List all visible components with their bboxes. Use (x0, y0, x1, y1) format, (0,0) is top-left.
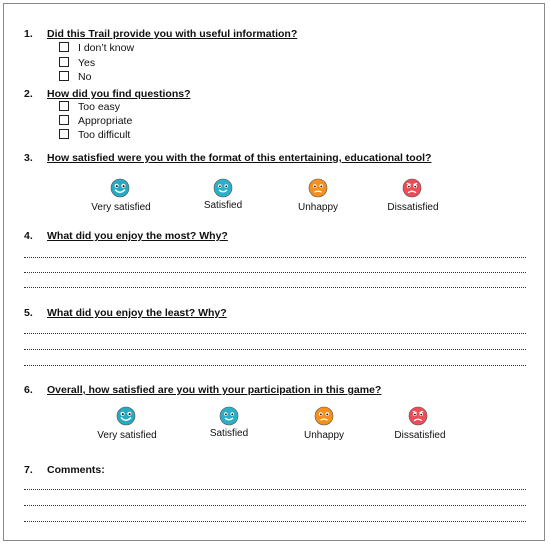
question-text: What did you enjoy the least? Why? (47, 307, 227, 319)
option-too-difficult[interactable] (59, 129, 130, 141)
rating-label-satisfied: Satisfied (209, 428, 249, 439)
question-text: Comments: (47, 464, 105, 476)
option-label: Appropriate (78, 115, 133, 127)
dissatisfied-face-icon[interactable] (402, 178, 422, 198)
question-number: 7. (24, 464, 33, 476)
option-yes[interactable] (59, 57, 95, 69)
option-appropriate[interactable] (59, 115, 132, 127)
question-text: How did you find questions? (47, 88, 191, 100)
rating-label-very-satisfied: Very satisfied (91, 202, 151, 213)
answer-line[interactable] (24, 328, 526, 334)
answer-line[interactable] (24, 360, 526, 366)
option-no[interactable] (59, 71, 91, 83)
satisfied-face-icon[interactable] (213, 178, 233, 198)
rating-label-satisfied: Satisfied (203, 200, 243, 211)
option-label: Too easy (78, 101, 121, 113)
dissatisfied-face-icon[interactable] (408, 406, 428, 426)
answer-line[interactable] (24, 267, 526, 273)
checkbox[interactable] (59, 101, 69, 111)
very-satisfied-face-icon[interactable] (110, 178, 130, 198)
answer-line[interactable] (24, 252, 526, 258)
satisfied-face-icon[interactable] (219, 406, 239, 426)
option-dont-know[interactable] (59, 42, 134, 54)
checkbox[interactable] (59, 57, 69, 67)
comment-line[interactable] (24, 516, 526, 522)
rating-label-unhappy: Unhappy (297, 202, 339, 213)
option-label: I don’t know (78, 42, 135, 54)
rating-label-unhappy: Unhappy (303, 430, 345, 441)
question-number: 5. (24, 307, 33, 319)
answer-line[interactable] (24, 282, 526, 288)
question-number: 2. (24, 88, 33, 100)
checkbox[interactable] (59, 115, 69, 125)
checkbox[interactable] (59, 129, 69, 139)
unhappy-face-icon[interactable] (314, 406, 334, 426)
rating-label-dissatisfied: Dissatisfied (387, 202, 439, 213)
question-text: What did you enjoy the most? Why? (47, 230, 228, 242)
question-number: 3. (24, 152, 33, 164)
unhappy-face-icon[interactable] (308, 178, 328, 198)
answer-line[interactable] (24, 344, 526, 350)
option-label: No (78, 71, 92, 83)
survey-form (3, 3, 545, 541)
rating-label-very-satisfied: Very satisfied (97, 430, 157, 441)
option-label: Yes (78, 57, 96, 69)
comment-line[interactable] (24, 484, 526, 490)
checkbox[interactable] (59, 42, 69, 52)
question-number: 1. (24, 28, 33, 40)
rating-label-dissatisfied: Dissatisfied (394, 430, 446, 441)
question-text: Did this Trail provide you with useful information? (47, 28, 298, 40)
comment-line[interactable] (24, 500, 526, 506)
option-label: Too difficult (78, 129, 131, 141)
very-satisfied-face-icon[interactable] (116, 406, 136, 426)
question-text: How satisfied were you with the format of this entertaining, educational tool? (47, 152, 432, 164)
option-too-easy[interactable] (59, 101, 120, 113)
question-number: 6. (24, 384, 33, 396)
question-text: Overall, how satisfied are you with your participation in this game? (47, 384, 382, 396)
checkbox[interactable] (59, 71, 69, 81)
question-number: 4. (24, 230, 33, 242)
